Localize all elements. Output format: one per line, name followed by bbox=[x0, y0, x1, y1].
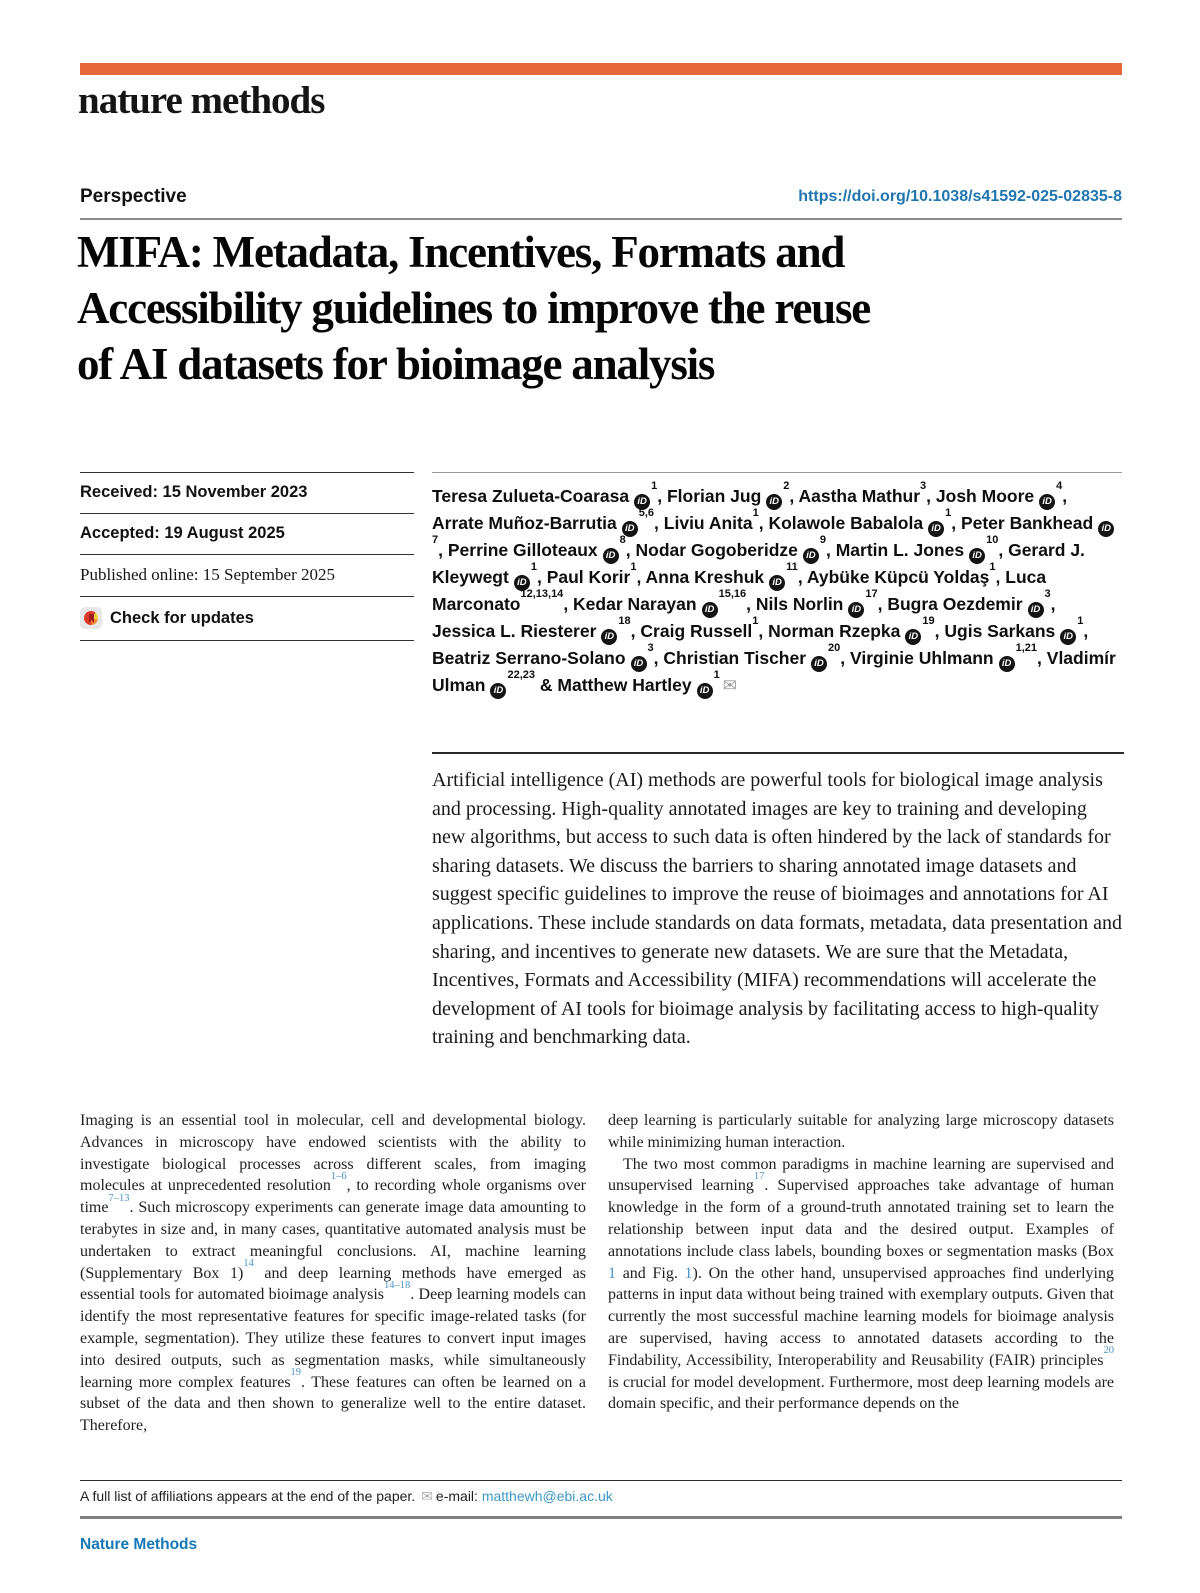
orcid-icon[interactable]: iD bbox=[702, 602, 718, 618]
author-affiliation-superscript: 5,6 bbox=[638, 507, 655, 520]
author-affiliation-superscript: 3 bbox=[920, 480, 927, 493]
footer-divider-thick bbox=[80, 1516, 1122, 1519]
accepted-date: Accepted: 19 August 2025 bbox=[80, 513, 414, 554]
author-affiliation-superscript: 2 bbox=[783, 480, 790, 493]
crossmark-icon bbox=[80, 607, 102, 629]
orcid-icon[interactable]: iD bbox=[928, 521, 944, 537]
article-dates-panel bbox=[80, 472, 414, 641]
author-affiliation-superscript: 1 bbox=[651, 480, 658, 493]
author: Ugis Sarkans $iD^1$ bbox=[944, 621, 1083, 641]
author: Josh Moore $iD^4$ bbox=[936, 486, 1062, 506]
author-affiliation-superscript: 8 bbox=[619, 534, 626, 547]
author-affiliation-superscript: 3 bbox=[1044, 588, 1051, 601]
author: Anna Kreshuk $iD^{11}$ bbox=[646, 567, 798, 587]
author-affiliation-superscript: 1 bbox=[530, 561, 537, 574]
body-column-right bbox=[608, 1110, 1114, 1415]
email-label: e-mail: bbox=[435, 1488, 478, 1504]
header-divider bbox=[80, 218, 1122, 220]
author-affiliation-superscript: 15,16 bbox=[718, 588, 747, 601]
orcid-icon[interactable]: iD bbox=[766, 494, 782, 510]
orcid-icon[interactable]: iD bbox=[601, 629, 617, 645]
author-affiliation-superscript: 1 bbox=[713, 669, 720, 682]
author: Beatriz Serrano-Solano $iD^3$ bbox=[432, 648, 654, 668]
received-date: Received: 15 November 2023 bbox=[80, 472, 414, 513]
author: Matthew Hartley $iD^1✉$ bbox=[557, 675, 737, 695]
affiliation-text: A full list of affiliations appears at the end of the paper. bbox=[80, 1488, 416, 1504]
orcid-icon[interactable]: iD bbox=[803, 548, 819, 564]
author: Virginie Uhlmann iD$^{1,21}$ bbox=[850, 648, 1037, 668]
author: Nils Norlin $iD^{17}$ bbox=[756, 594, 878, 614]
author-affiliation-superscript: 1 bbox=[989, 561, 996, 574]
author: Florian Jug $iD^2$ bbox=[667, 486, 789, 506]
orcid-icon[interactable]: iD bbox=[1060, 629, 1076, 645]
orcid-icon[interactable]: iD bbox=[1039, 494, 1055, 510]
corresponding-author-envelope-icon[interactable]: ✉ bbox=[722, 676, 737, 695]
body-paragraph: deep learning is particularly suitable for analyzing large microscopy datasets while minimizing human interaction. bbox=[608, 1112, 1114, 1151]
check-for-updates-button[interactable] bbox=[80, 607, 414, 629]
author-affiliation-superscript: 3 bbox=[647, 642, 654, 655]
body-paragraph: The two most common paradigms in machine learning are supervised and unsupervised learning$^{17}$. Supervised approaches take advantage of human knowledge in the form of a ground-truth annotated training set to learn the relationship between input data and the desired output. Examples of annotations include class labels, bounding boxes or segmentation masks (Box 1 and Fig. 1). On the other hand, unsupervised approaches find underlying patterns in input data without being trained with exemplary outputs. Given that currently the most successful machine learning models for bioimage analysis are supervised, having access to annotated datasets according to the Findability, Accessibility, Interoperability and Reusability (FAIR) principles$^{20}$ is crucial for model development. Furthermore, most deep learning models are domain specific, and their performance depends on the bbox=[608, 1155, 1115, 1413]
author: Luca Marconato$^{12,13,14}$ bbox=[432, 567, 1047, 614]
page-title: MIFA: Metadata, Incentives, Formats and Accessibility guidelines to improve the reuse of AI datasets for bioimage analysis bbox=[77, 227, 871, 389]
author: Aybüke Küpcü Yoldaş$^1$ bbox=[806, 561, 996, 587]
orcid-icon[interactable]: iD bbox=[697, 683, 713, 699]
reference-superscript-link[interactable]: 14–18 bbox=[384, 1280, 411, 1292]
orcid-icon[interactable]: iD bbox=[1098, 521, 1114, 537]
reference-superscript-link[interactable]: 20 bbox=[1103, 1345, 1114, 1357]
orcid-icon[interactable]: iD bbox=[603, 548, 619, 564]
author: Perrine Gilloteaux $iD^8$ bbox=[448, 540, 626, 560]
author: Kedar Narayan iD$^{15,16}$ bbox=[573, 594, 746, 614]
envelope-icon: ✉ bbox=[421, 1488, 433, 1504]
affiliation-note bbox=[80, 1488, 613, 1505]
inline-reference-link[interactable]: 1 bbox=[684, 1264, 693, 1282]
orcid-icon[interactable]: iD bbox=[769, 575, 785, 591]
author: Bugra Oezdemir $iD^3$ bbox=[887, 594, 1050, 614]
abstract: Artificial intelligence (AI) methods are powerful tools for biological image analysis and processing. High-quality annotated images are key to training and developing new algorithms, but access to such data is often hindered by the lack of standards for sharing datasets. We discuss the barriers to sharing annotated image datasets and suggest specific guidelines to improve the reuse of bioimages and annotations for AI applications. These include standards on data formats, metadata, data presentation and sharing, and incentives to generate new datasets. We are sure that the Metadata, Incentives, Formats and Accessibility (MIFA) recommendations will accelerate the development of AI tools for bioimage analysis by facilitating access to high-quality training and benchmarking data. bbox=[432, 752, 1124, 1052]
orcid-icon[interactable]: iD bbox=[905, 629, 921, 645]
orcid-icon[interactable]: iD bbox=[848, 602, 864, 618]
reference-superscript-link[interactable]: 17 bbox=[753, 1171, 765, 1183]
author: Jessica L. Riesterer $iD^{18}$ bbox=[432, 621, 631, 641]
author-affiliation-superscript: 7 bbox=[432, 534, 439, 547]
author: Norman Rzepka $iD^{19}$ bbox=[768, 621, 935, 641]
orcid-icon[interactable]: iD bbox=[490, 683, 506, 699]
author-affiliation-superscript: 20 bbox=[828, 642, 841, 655]
body-paragraph: Imaging is an essential tool in molecular, cell and developmental biology. Advances in microscopy have endowed scientists with the ability to investigate biological processes across different scales, from imaging molecules at unprecedented resolution$^{1-6}$, to recording whole organisms over time$^{7-13}$. Such microscopy experiments can generate image data amounting to terabytes in size and, in many cases, quantitative automated analysis must be undertaken to extract meaningful conclusions. AI, machine learning (Supplementary Box 1)$^{14}$ and deep learning methods have emerged as essential tools for automated bioimage analysis$^{14-18}$. Deep learning models can identify the most representative features for specific image-related tasks (for example, segmentation). They utilize these features to convert input images into desired outputs, such as segmentation masks, while simultaneously learning more complex features$^{19}$. These features can often be learned on a subset of the data and then shown to generalize well to the entire dataset. Therefore, bbox=[80, 1112, 587, 1435]
author-affiliation-superscript: 19 bbox=[922, 615, 935, 628]
author: Gerard J. Kleywegt $iD^1$ bbox=[432, 540, 1085, 587]
journal-logo: nature methods bbox=[78, 79, 325, 122]
orcid-icon[interactable]: iD bbox=[622, 521, 638, 537]
doi-link[interactable]: https://doi.org/10.1038/s41592-025-02835-8 bbox=[798, 188, 1122, 205]
orcid-icon[interactable]: iD bbox=[514, 575, 530, 591]
author: Kolawole Babalola $iD^1$ bbox=[768, 513, 951, 533]
author-affiliation-superscript: 10 bbox=[986, 534, 999, 547]
orcid-icon[interactable]: iD bbox=[634, 494, 650, 510]
author: Liviu Anita$^1$ bbox=[663, 507, 759, 533]
reference-superscript-link[interactable]: 1–6 bbox=[330, 1171, 347, 1183]
author: Christian Tischer $iD^{20}$ bbox=[663, 648, 840, 668]
brand-accent-bar bbox=[80, 63, 1122, 75]
author: Nodar Gogoberidze $iD^9$ bbox=[636, 540, 827, 560]
author-affiliation-superscript: 1 bbox=[945, 507, 952, 520]
author-affiliation-superscript: 18 bbox=[618, 615, 631, 628]
reference-superscript-link[interactable]: 14 bbox=[243, 1258, 254, 1270]
inline-reference-link[interactable]: 1 bbox=[608, 1264, 616, 1282]
author-affiliation-superscript: 1 bbox=[1077, 615, 1084, 628]
reference-superscript-link[interactable]: 7–13 bbox=[108, 1192, 130, 1204]
author-affiliation-superscript: 1 bbox=[630, 561, 637, 574]
author-affiliation-superscript: 22,23 bbox=[507, 669, 536, 682]
author-affiliation-superscript: 4 bbox=[1056, 480, 1063, 493]
author-affiliation-superscript: 1,21 bbox=[1015, 642, 1038, 655]
footer-divider-thin bbox=[80, 1480, 1122, 1481]
email-link[interactable]: matthewh@ebi.ac.uk bbox=[481, 1488, 613, 1504]
journal-name-footer[interactable]: Nature Methods bbox=[80, 1536, 198, 1553]
reference-superscript-link[interactable]: 19 bbox=[290, 1367, 302, 1379]
author: Martin L. Jones $iD^{10}$ bbox=[836, 540, 999, 560]
author: Peter Bankhead $iD^7$ bbox=[432, 513, 1115, 560]
orcid-icon[interactable]: iD bbox=[811, 656, 827, 672]
orcid-icon[interactable]: iD bbox=[1028, 602, 1044, 618]
author: Arrate Muñoz-Barrutia iD$^{5,6}$ bbox=[432, 513, 654, 533]
author: Aastha Mathur$^3$ bbox=[798, 480, 927, 506]
check-for-updates-label: Check for updates bbox=[110, 608, 254, 627]
author-affiliation-superscript: 11 bbox=[786, 561, 798, 574]
author-affiliation-superscript: 1 bbox=[752, 615, 759, 628]
article-type-label: Perspective bbox=[80, 186, 187, 207]
body-column-left bbox=[80, 1110, 586, 1437]
orcid-icon[interactable]: iD bbox=[969, 548, 985, 564]
orcid-icon[interactable]: iD bbox=[631, 656, 647, 672]
author: Craig Russell$^1$ bbox=[640, 615, 759, 641]
author-affiliation-superscript: 9 bbox=[819, 534, 826, 547]
author-affiliation-superscript: 17 bbox=[865, 588, 878, 601]
author-affiliation-superscript: 1 bbox=[752, 507, 759, 520]
author: Teresa Zulueta-Coarasa $iD^1$ bbox=[432, 486, 657, 506]
author: Vladimír Ulman iD$^{22,23}$ bbox=[432, 648, 1116, 695]
published-date: Published online: 15 September 2025 bbox=[80, 554, 414, 596]
author: Paul Korir$^1$ bbox=[546, 561, 637, 587]
orcid-icon[interactable]: iD bbox=[999, 656, 1015, 672]
author-list: Teresa Zulueta-Coarasa $iD^1$, Florian Jug $iD^2$, Aastha Mathur$^3$, Josh Moore $iD^4$, Arrate Muñoz-Barrutia iD$^{5,6}$, Liviu Anita$^1$, Kolawole Babalola $iD^1$, Peter Bankhead $iD^7$, Perrine Gilloteaux $iD^8$, Nodar Gogoberidze $iD^9$, Martin L. Jones $iD^{10}$, Gerard J. Kleywegt $iD^1$, Paul Korir$^1$, Anna Kreshuk $iD^{11}$, Aybüke Küpcü Yoldaş$^1$, Luca Marconato$^{12,13,14}$, Kedar Narayan iD$^{15,16}$, Nils Norlin $iD^{17}$, Bugra Oezdemir $iD^3$, Jessica L. Riesterer $iD^{18}$, Craig Russell$^1$, Norman Rzepka $iD^{19}$, Ugis Sarkans $iD^1$, Beatriz Serrano-Solano $iD^3$, Christian Tischer $iD^{20}$, Virginie Uhlmann iD$^{1,21}$, Vladimír Ulman iD$^{22,23}$ & Matthew Hartley $iD^1✉$ bbox=[432, 472, 1122, 699]
author-affiliation-superscript: 12,13,14 bbox=[520, 588, 564, 601]
